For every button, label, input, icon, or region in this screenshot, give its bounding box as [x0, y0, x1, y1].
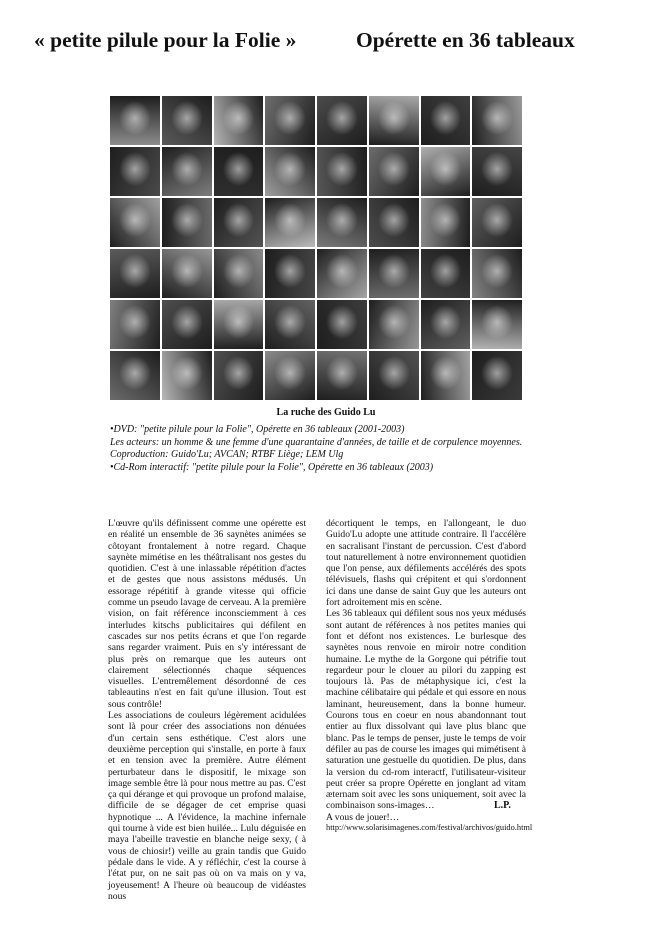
mosaic-tile [265, 147, 315, 196]
mosaic-tile [369, 300, 419, 349]
mosaic-tile [214, 249, 264, 298]
mosaic-tile [317, 147, 367, 196]
credit-cdrom: •Cd-Rom interactif: "petite pilule pour la Folie", Opérette en 36 tableaux (2003) [110, 461, 434, 473]
mosaic-tile [214, 300, 264, 349]
mosaic-tile [317, 351, 367, 400]
title-right: Opérette en 36 tableaux [356, 28, 575, 52]
mosaic-tile [162, 351, 212, 400]
mosaic-tile [421, 198, 471, 247]
mosaic-tile [421, 147, 471, 196]
mosaic-tile [162, 249, 212, 298]
source-url: http://www.solarisimagenes.com/festival/archivos/guido.html [326, 823, 533, 832]
mosaic-tile [265, 351, 315, 400]
mosaic-tile [110, 147, 160, 196]
mosaic-tile [162, 96, 212, 145]
mosaic-tile [265, 96, 315, 145]
mosaic-tile [472, 300, 522, 349]
mosaic-tile [162, 198, 212, 247]
mosaic-tile [421, 96, 471, 145]
mosaic-tile [265, 198, 315, 247]
photo-mosaic [110, 96, 522, 400]
mosaic-tile [265, 249, 315, 298]
paragraph: décortiquent le temps, en l'allongeant, le duo Guido'Lu adopte une attitude contraire. Il l'accélère en sacralisant l'instant de percussion. C'est d'abord tout naturellement à notre environnement quotidien que l'on pense, aux défilements accélérés des spots télévisuels, flashs qui crépitent et qui s'ordonnent ici dans une danse de saint Guy que les auteurs ont fort adroitement mis en scène. [326, 518, 526, 609]
mosaic-tile [214, 351, 264, 400]
paragraph: Les associations de couleurs légèrement acidulées sont là pour créer des associations non dénuées d'un certain sens esthétique. C'est alors une deuxième perception qui s'installe, en porte à faux et en tension avec la première. Autre élément perturbateur dans le dispositif, le mixage son image semble être là pour nous mettre au pas. C'est ça qui dérange et qui provoque un profond malaise, difficile de se dégager de cet emprise quasi hypnotique ... A l'évidence, la machine infernale qui tourne à vide est bien huilée... Lulu déguisée en maya l'abeille travestie en blanche neige sexy, ( à vous de chiosir!) veille au grain tandis que Guido pédale dans le vide. A y réfléchir, c'est la course à l'état pur, on ne sait pas où on va mais on y va, joyeusement! A l'heure où beaucoup de vidéastes nous [108, 710, 306, 902]
mosaic-tile [317, 249, 367, 298]
mosaic-tile [472, 147, 522, 196]
mosaic-tile [265, 300, 315, 349]
text-column-left [108, 518, 306, 902]
mosaic-tile [472, 96, 522, 145]
mosaic-tile [110, 96, 160, 145]
mosaic-tile [472, 198, 522, 247]
mosaic-tile [110, 300, 160, 349]
mosaic-tile [421, 249, 471, 298]
mosaic-tile [110, 351, 160, 400]
mosaic-tile [472, 351, 522, 400]
credits-block [110, 424, 540, 474]
title-left: « petite pilule pour la Folie » [34, 28, 297, 52]
mosaic-tile [421, 300, 471, 349]
credit-dvd: •DVD: "petite pilule pour la Folie", Opérette en 36 tableaux (2001-2003) [110, 424, 405, 435]
mosaic-tile [317, 96, 367, 145]
mosaic-tile [162, 147, 212, 196]
mosaic-tile [110, 198, 160, 247]
mosaic-tile [421, 351, 471, 400]
mosaic-tile [214, 96, 264, 145]
credit-actors: Les acteurs: un homme & une femme d'une quarantaine d'années, de taille et de corpulence moyennes. Coproduction: Guido'Lu; AVCAN; RTBF Liège; LEM Ulg [110, 436, 523, 460]
mosaic-tile [162, 300, 212, 349]
paragraph: L'œuvre qu'ils définissent comme une opérette est en réalité un ensemble de 36 saynètes animées se côtoyant frontalement à notre regard. Chaque saynète mimétise en les théâtralisant nos gestes du quotidien. C'est à une inlassable répétition d'actes et de gestes que nous assistons médusés. Un essorage répétitif à grande vitesse qui officie comme un pseudo lavage de cerveau. A la première vision, on fait référence inconsciemment à ces interludes kitschs publicitaires qui défilent en cascades sur nos petits écrans et que l'on regarde sans regarder vraiment. Puis en s'y intéressant de plus près on remarque que les auteurs ont clairement sélectionnés chaque séquences visuelles. L'entremêlement désordonné de ces tableautins n'est en fait qu'une illusion. Tout est sous contrôle! [108, 518, 306, 710]
mosaic-tile [110, 249, 160, 298]
page-header [0, 28, 652, 60]
mosaic-tile [369, 96, 419, 145]
text-column-right [326, 518, 526, 823]
mosaic-tile [369, 147, 419, 196]
mosaic-tile [369, 198, 419, 247]
paragraph: Les 36 tableaux qui défilent sous nos yeux médusés sont autant de références à nos petites manies qui font et défont nos existences. Le burlesque des saynètes nous renvoie en miroir notre condition humaine. Le mythe de la Gorgone qui pétrifie tout regardeur pour le clouer au pilori du zapping est toujours là. Pas de métaphysique ici, c'est la machine célibataire qui pédale et qui essore en nous laminant, heureusement, dans la bonne humeur. Courons tous en coeur en nous abandonnant tout entier au flux dissolvant qui lave plus blanc que blanc. Pas le temps de penser, juste le temps de voir défiler au pas de course les images qui mimétisent à saturation une gestuelle du quotidien. De plus, dans la version du cd-rom interactf, l'utilisateur-visiteur peut créer sa propre Opérette en jonglant ad vitam æternam soit avec les sons uniquement, soit avec la combinaison sons-images… [326, 608, 526, 812]
mosaic-tile [369, 351, 419, 400]
mosaic-tile [214, 147, 264, 196]
paragraph: A vous de jouer!… [326, 811, 400, 823]
mosaic-tile [317, 198, 367, 247]
mosaic-tile [369, 249, 419, 298]
mosaic-tile [214, 198, 264, 247]
author-signature: L.P. [494, 800, 511, 811]
mosaic-tile [317, 300, 367, 349]
mosaic-tile [472, 249, 522, 298]
caption-title: La ruche des Guido Lu [276, 407, 376, 418]
